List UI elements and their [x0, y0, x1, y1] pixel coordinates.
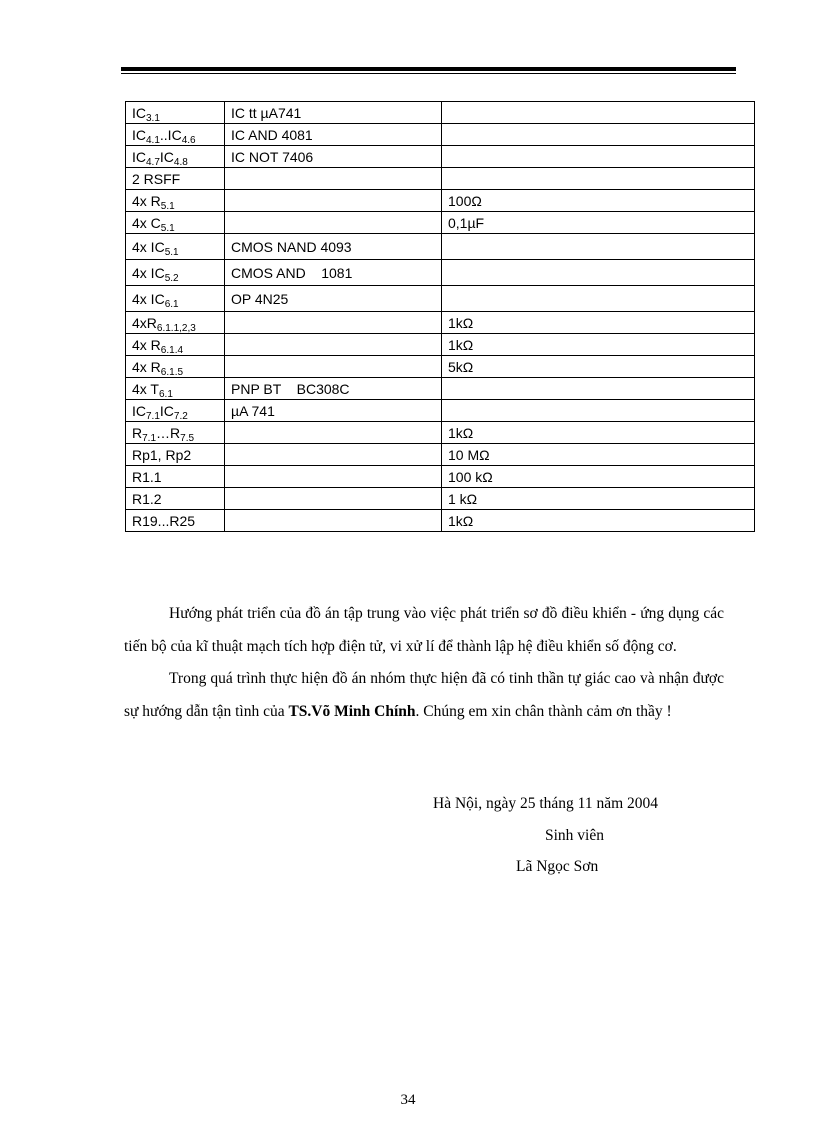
component-value-cell: 1kΩ [442, 422, 755, 444]
component-value-cell: 0,1µF [442, 212, 755, 234]
table-row [126, 190, 755, 212]
component-value-cell [442, 378, 755, 400]
component-name: IC [159, 148, 174, 165]
component-name-cell [126, 234, 225, 260]
table-row [126, 124, 755, 146]
table-row [126, 234, 755, 260]
component-name: IC [159, 402, 174, 419]
component-subscript: 4.1 [146, 134, 160, 146]
component-name: IC [132, 148, 146, 165]
component-name: Rp1, Rp2 [132, 446, 192, 463]
component-name: R19...R25 [132, 512, 196, 529]
component-value-cell [442, 124, 755, 146]
component-type-cell [225, 312, 442, 334]
component-type-cell: IC AND 4081 [225, 124, 442, 146]
table-row [126, 422, 755, 444]
table-row [126, 102, 755, 124]
component-subscript: 4.6 [181, 134, 196, 146]
component-value-cell [442, 286, 755, 312]
component-name-cell [126, 124, 225, 146]
component-name: 4x IC [132, 264, 165, 281]
component-value-cell: 1kΩ [442, 312, 755, 334]
advisor-name: TS.Võ Minh Chính [288, 702, 416, 720]
component-value-cell: 5kΩ [442, 356, 755, 378]
body-text [124, 598, 724, 728]
component-name-cell [126, 102, 225, 124]
component-name: 4x R [132, 336, 161, 353]
signature-place-date: Hà Nội, ngày 25 tháng 11 năm 2004 [433, 795, 658, 812]
component-subscript: 7.1 [142, 432, 157, 444]
component-type-cell [225, 510, 442, 532]
component-name: 4x R [132, 358, 161, 375]
component-name-cell [126, 312, 225, 334]
component-subscript: 6.1.1,2,3 [156, 322, 196, 334]
component-name: IC [132, 126, 146, 143]
component-name-cell [126, 190, 225, 212]
component-name: 4x IC [132, 290, 165, 307]
component-name-cell [126, 286, 225, 312]
signature-name: Lã Ngọc Sơn [516, 858, 599, 875]
component-name: IC [132, 402, 146, 419]
component-name-cell [126, 488, 225, 510]
component-name-cell [126, 466, 225, 488]
paragraph-development: Hướng phát triển của đồ án tập trung vào việc phát triển sơ đồ điều khiển - ứng dụng các tiến bộ của kĩ thuật mạch tích hợp điện tử, vi xử lí để thành lập hệ điều khiển số động cơ. [124, 605, 724, 655]
component-value-cell: 1 kΩ [442, 488, 755, 510]
table-row [126, 334, 755, 356]
thanks-text-after: . Chúng em xin chân thành cảm ơn thầy ! [415, 702, 672, 720]
table-row [126, 400, 755, 422]
component-name: 4x R [132, 192, 161, 209]
component-name-cell [126, 510, 225, 532]
component-type-cell [225, 356, 442, 378]
table-row [126, 356, 755, 378]
component-subscript: 6.1 [158, 388, 173, 400]
component-name-cell [126, 212, 225, 234]
component-name: R [132, 424, 143, 441]
table-row [126, 488, 755, 510]
component-value-cell [442, 234, 755, 260]
component-subscript: 6.1.5 [160, 366, 184, 378]
table-row [126, 212, 755, 234]
component-value-cell: 100 kΩ [442, 466, 755, 488]
component-type-cell [225, 334, 442, 356]
component-subscript: 6.1.4 [160, 344, 184, 356]
component-name: 4x IC [132, 238, 165, 255]
component-subscript: 4.8 [173, 156, 188, 168]
component-name-cell [126, 422, 225, 444]
component-subscript: 3.1 [146, 112, 160, 124]
page-number: 34 [400, 1092, 416, 1108]
component-value-cell [442, 146, 755, 168]
component-name-cell [126, 356, 225, 378]
component-type-cell: PNP BT BC308C [225, 378, 442, 400]
component-subscript: 7.5 [180, 432, 195, 444]
component-name: …R [156, 424, 181, 441]
signature-role: Sinh viên [545, 827, 604, 844]
table-row [126, 510, 755, 532]
component-type-cell [225, 190, 442, 212]
table-row [126, 286, 755, 312]
header-rule-thick [121, 67, 736, 71]
component-type-cell [225, 422, 442, 444]
component-subscript: 4.7 [146, 156, 160, 168]
component-name-cell [126, 400, 225, 422]
component-subscript: 6.1 [164, 298, 179, 310]
component-name: 2 RSFF [132, 170, 181, 187]
header-rule-thin [121, 73, 736, 74]
table-row [126, 260, 755, 286]
component-value-cell: 10 MΩ [442, 444, 755, 466]
component-type-cell: IC NOT 7406 [225, 146, 442, 168]
component-type-cell [225, 488, 442, 510]
component-value-cell: 100Ω [442, 190, 755, 212]
component-subscript: 7.2 [173, 410, 188, 422]
component-type-cell [225, 168, 442, 190]
component-name-cell [126, 168, 225, 190]
component-name: 4x T [132, 380, 159, 397]
component-value-cell [442, 400, 755, 422]
component-subscript: 5.1 [164, 246, 179, 258]
component-type-cell: OP 4N25 [225, 286, 442, 312]
table-row [126, 146, 755, 168]
table-row [126, 378, 755, 400]
component-name: R1.1 [132, 468, 162, 485]
component-name-cell [126, 146, 225, 168]
component-type-cell [225, 444, 442, 466]
paragraph-thanks [124, 663, 724, 728]
component-name: IC [132, 104, 146, 121]
table-row [126, 444, 755, 466]
component-type-cell: µA 741 [225, 400, 442, 422]
component-value-cell: 1kΩ [442, 510, 755, 532]
component-subscript: 5.1 [160, 222, 175, 234]
component-name: 4xR [132, 314, 157, 331]
component-name: ..IC [159, 126, 182, 143]
component-type-cell: IC tt µA741 [225, 102, 442, 124]
table-row [126, 168, 755, 190]
component-name-cell [126, 378, 225, 400]
component-value-cell [442, 102, 755, 124]
thanks-text-before: Trong quá trình thực hiện đồ án nhóm thực hiện đã có tinh thần tự giác cao và nhận được sự hướng dẫn tận tình của [124, 670, 724, 720]
component-type-cell: CMOS AND 1081 [225, 260, 442, 286]
component-value-cell [442, 260, 755, 286]
component-subscript: 7.1 [146, 410, 160, 422]
table-row [126, 312, 755, 334]
component-value-cell [442, 168, 755, 190]
component-name-cell [126, 260, 225, 286]
component-name-cell [126, 444, 225, 466]
component-subscript: 5.2 [164, 272, 179, 284]
component-type-cell: CMOS NAND 4093 [225, 234, 442, 260]
component-type-cell [225, 466, 442, 488]
component-value-cell: 1kΩ [442, 334, 755, 356]
component-type-cell [225, 212, 442, 234]
component-name: R1.2 [132, 490, 162, 507]
component-name-cell [126, 334, 225, 356]
component-name: 4x C [132, 214, 161, 231]
components-table [125, 101, 755, 532]
table-row [126, 466, 755, 488]
component-subscript: 5.1 [160, 200, 175, 212]
